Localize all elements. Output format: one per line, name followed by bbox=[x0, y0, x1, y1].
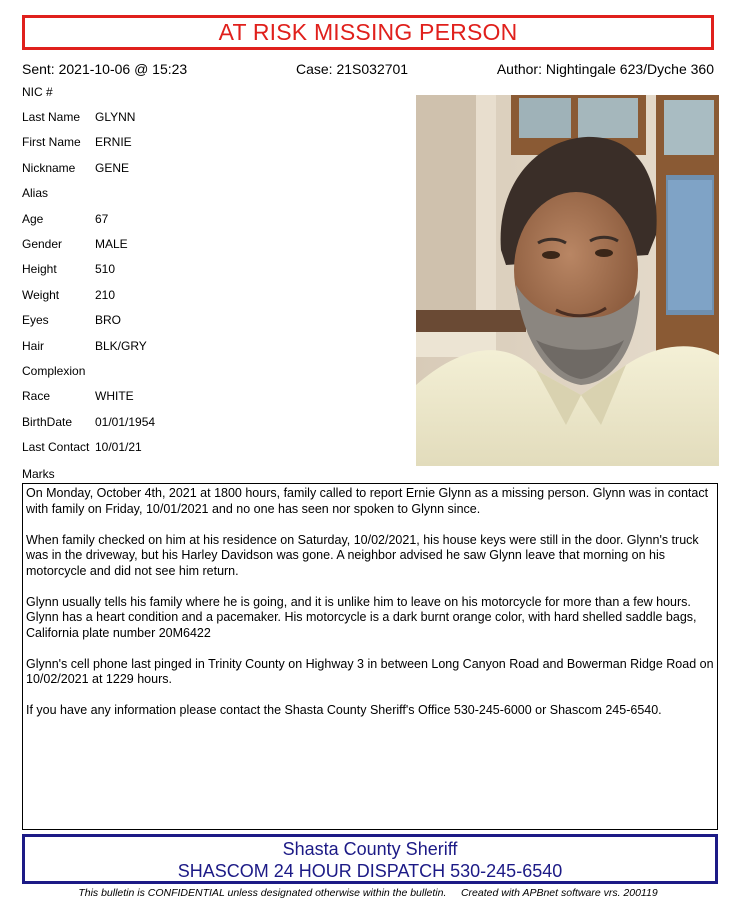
field-value: GENE bbox=[95, 160, 130, 175]
nic-label: NIC # bbox=[22, 85, 53, 99]
field-label: Hair bbox=[22, 338, 45, 353]
field-gender bbox=[22, 237, 322, 262]
field-value: MALE bbox=[95, 236, 128, 251]
field-value: ERNIE bbox=[95, 135, 132, 150]
description-paragraph: Glynn usually tells his family where he is going, and it is unlike him to leave on his motorcycle for more than a few hours. Glynn has a heart condition and a pacemaker. His motorcycle is a dark burnt orange color, with hard shelled saddle bags, California plate number 20M6422 bbox=[26, 594, 697, 640]
field-value: 67 bbox=[95, 211, 109, 226]
field-value: 210 bbox=[95, 287, 116, 302]
field-last-contact bbox=[22, 440, 322, 465]
field-label: First Name bbox=[22, 135, 81, 150]
field-nickname bbox=[22, 161, 322, 186]
field-height bbox=[22, 262, 322, 287]
field-first-name bbox=[22, 135, 322, 160]
field-label: Last Contact bbox=[22, 440, 90, 455]
field-label: BirthDate bbox=[22, 414, 73, 429]
confidentiality-disclaimer: This bulletin is CONFIDENTIAL unless designated otherwise within the bulletin. Created with APBnet software vrs. 200119 bbox=[78, 887, 658, 899]
field-label: Weight bbox=[22, 287, 60, 302]
field-value: BLK/GRY bbox=[95, 338, 147, 353]
field-alias bbox=[22, 186, 322, 211]
field-complexion bbox=[22, 364, 322, 389]
field-label: Complexion bbox=[22, 363, 86, 378]
case-number: Case: 21S032701 bbox=[296, 61, 409, 77]
field-label: Nickname bbox=[22, 160, 76, 175]
description-paragraph: On Monday, October 4th, 2021 at 1800 hours, family called to report Ernie Glynn as a missing person. Glynn was in contact with family on Friday, 10/01/2021 and no one has seen nor spoken to Glynn since. bbox=[26, 486, 709, 516]
bulletin-title-box bbox=[22, 15, 714, 50]
bulletin-title: AT RISK MISSING PERSON bbox=[218, 19, 518, 45]
field-label: Race bbox=[22, 389, 51, 404]
description-paragraph: If you have any information please contact the Shasta County Sheriff's Office 530-245-6000 or Shascom 245-6540. bbox=[26, 703, 662, 717]
marks-label: Marks bbox=[22, 467, 55, 481]
field-last-name bbox=[22, 110, 322, 135]
author: Author: Nightingale 623/Dyche 360 bbox=[496, 61, 714, 77]
dispatch-phone: SHASCOM 24 HOUR DISPATCH 530-245-6540 bbox=[177, 861, 563, 881]
field-label: Height bbox=[22, 262, 57, 277]
missing-person-photo bbox=[416, 95, 719, 466]
sent-timestamp: Sent: 2021-10-06 @ 15:23 bbox=[22, 61, 188, 77]
field-label: Age bbox=[22, 211, 44, 226]
description-paragraph: When family checked on him at his residence on Saturday, 10/02/2021, his house keys were still in the door. Glynn's truck was in the driveway, but his Harley Davidson was gone. A neighbor advised he saw Glynn leave that morning on his motorcycle and did not see him return. bbox=[26, 532, 699, 578]
field-value: GLYNN bbox=[95, 110, 136, 124]
field-value: 10/01/21 bbox=[95, 440, 142, 455]
field-value: 01/01/1954 bbox=[95, 414, 156, 429]
incident-description bbox=[22, 483, 718, 830]
agency-name: Shasta County Sheriff bbox=[282, 839, 458, 859]
field-race bbox=[22, 389, 322, 414]
field-eyes bbox=[22, 313, 322, 338]
field-value: 510 bbox=[95, 262, 116, 277]
field-value: WHITE bbox=[95, 389, 134, 404]
agency-footer-box bbox=[22, 834, 718, 884]
field-value: BRO bbox=[95, 313, 122, 328]
field-label: Last Name bbox=[22, 110, 81, 124]
field-hair bbox=[22, 339, 322, 364]
field-label: Gender bbox=[22, 236, 63, 251]
field-label: Eyes bbox=[22, 313, 49, 328]
field-label: Alias bbox=[22, 186, 49, 201]
description-paragraph: Glynn's cell phone last pinged in Trinity County on Highway 3 in between Long Canyon Road and Bowerman Ridge Road on 10/02/2021 at 1229 hours. bbox=[26, 656, 714, 686]
person-fields bbox=[22, 110, 322, 465]
field-birthdate bbox=[22, 415, 322, 440]
field-age bbox=[22, 212, 322, 237]
field-weight bbox=[22, 288, 322, 313]
